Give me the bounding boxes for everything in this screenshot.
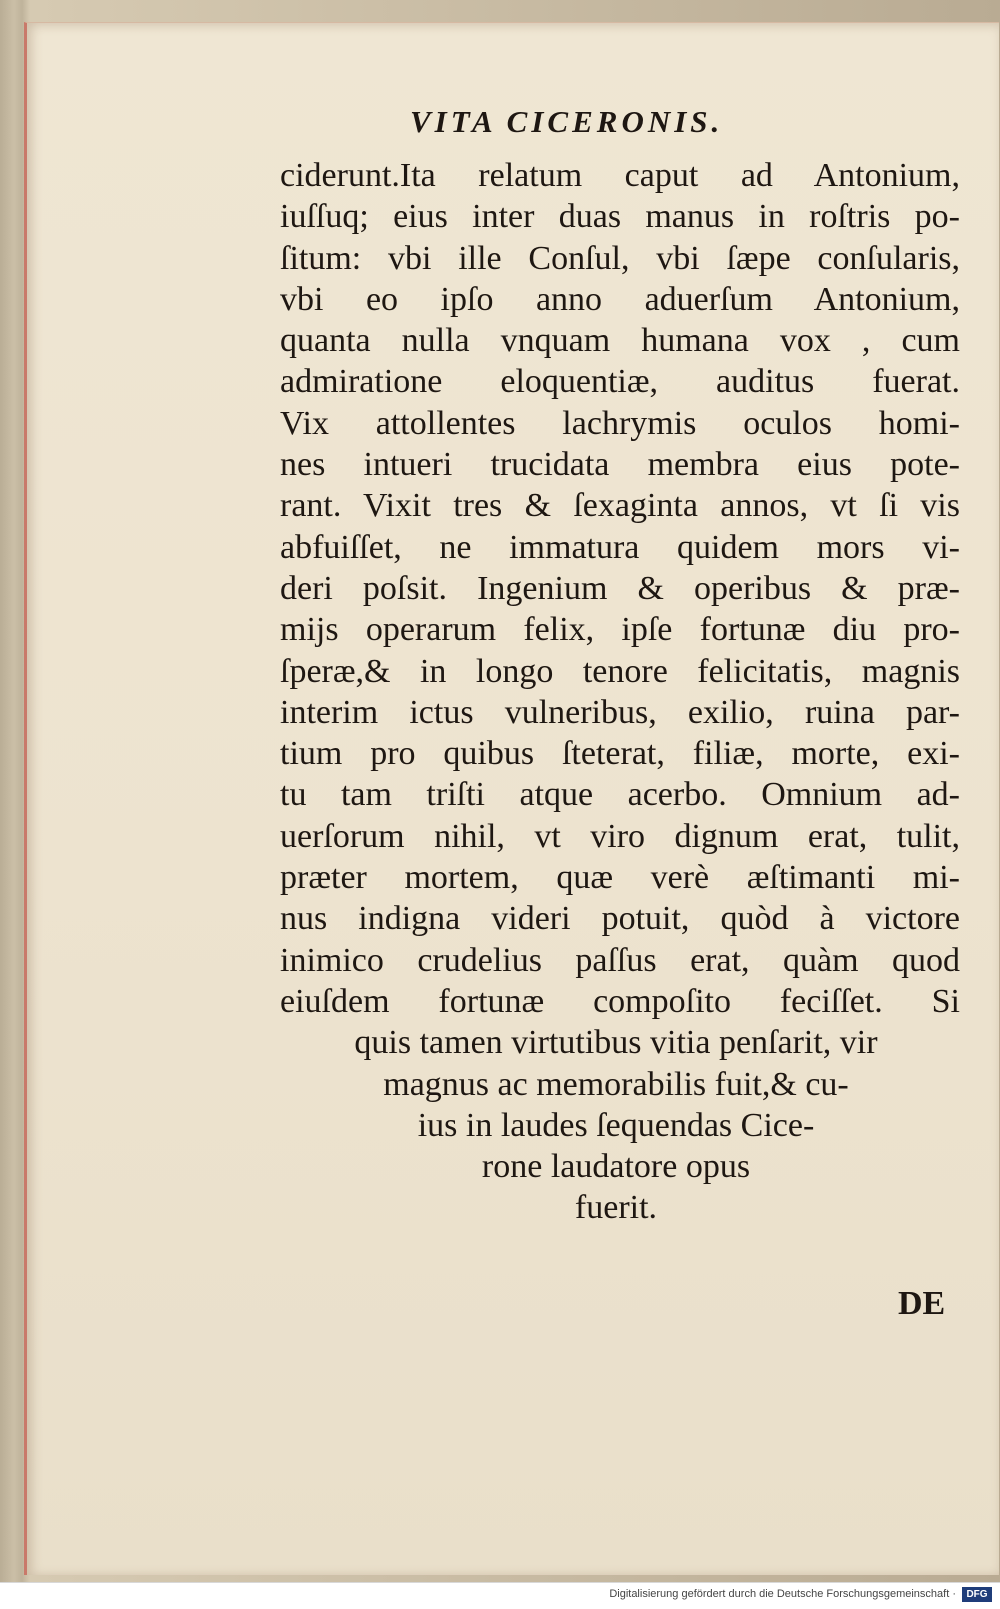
text-line: Vix attollentes lachrymis oculos homi- (280, 404, 960, 442)
tail-line: ius in laudes ſequendas Cice- (417, 1106, 815, 1144)
text-line: mijs operarum felix, ipſe fortunæ diu pro- (280, 611, 960, 649)
text-line: deri poſsit. Ingenium & operibus & præ- (280, 569, 960, 607)
text-line: admiratione eloquentiæ, auditus fuerat. (280, 363, 960, 401)
text-line: nes intueri trucidata membra eius pote- (280, 446, 960, 484)
text-line: ciderunt.Ita relatum caput ad Antonium, (280, 157, 960, 194)
footer-credit: Digitalisierung gefördert durch die Deutsche Forschungsgemeinschaft · (609, 1588, 956, 1600)
text-line: rant. Vixit tres & ſexaginta annos, vt ſi vis (280, 487, 960, 525)
tail-line: rone laudatore opus (481, 1148, 751, 1186)
text-line: tu tam triſti atque acerbo. Omnium ad- (280, 776, 960, 814)
running-head: VITA CICERONIS. (410, 104, 724, 139)
text-line: quanta nulla vnquam humana vox , cum (280, 322, 960, 360)
text-line: vbi eo ipſo anno aduerſum Antonium, (280, 280, 960, 318)
text-line: tium pro quibus ſteterat, filiæ, morte, exi- (280, 735, 960, 773)
text-line: eiuſdem fortunæ compoſito feciſſet. Si (280, 982, 960, 1020)
text-line: præter mortem, quæ verè æſtimanti mi- (280, 859, 960, 897)
text-line: inimico crudelius paſſus erat, quàm quod (280, 941, 960, 979)
text-line: nus indigna videri potuit, quòd à victore (280, 900, 960, 938)
text-line: interim ictus vulneribus, exilio, ruina par- (280, 693, 960, 731)
text-line: abfuiſſet, ne immatura quidem mors vi- (280, 528, 960, 566)
dfg-logo-icon: DFG (962, 1587, 992, 1602)
body-text (280, 155, 960, 1229)
footer-bar (0, 1582, 1000, 1609)
text-line: ſperæ,& in longo tenore felicitatis, magnis (280, 652, 960, 690)
tail-line: quis tamen virtutibus vitia penſarit, vir (354, 1024, 878, 1062)
catchword: DE (898, 1285, 946, 1322)
tail-line: magnus ac memorabilis fuit,& cu- (383, 1065, 849, 1103)
tail-line: fuerit. (574, 1189, 658, 1227)
text-line: iuſſuq; eius inter duas manus in roſtris po- (280, 198, 960, 236)
text-line: ſitum: vbi ille Conſul, vbi ſæpe conſularis, (280, 239, 960, 277)
text-line: uerſorum nihil, vt viro dignum erat, tulit, (280, 817, 960, 855)
